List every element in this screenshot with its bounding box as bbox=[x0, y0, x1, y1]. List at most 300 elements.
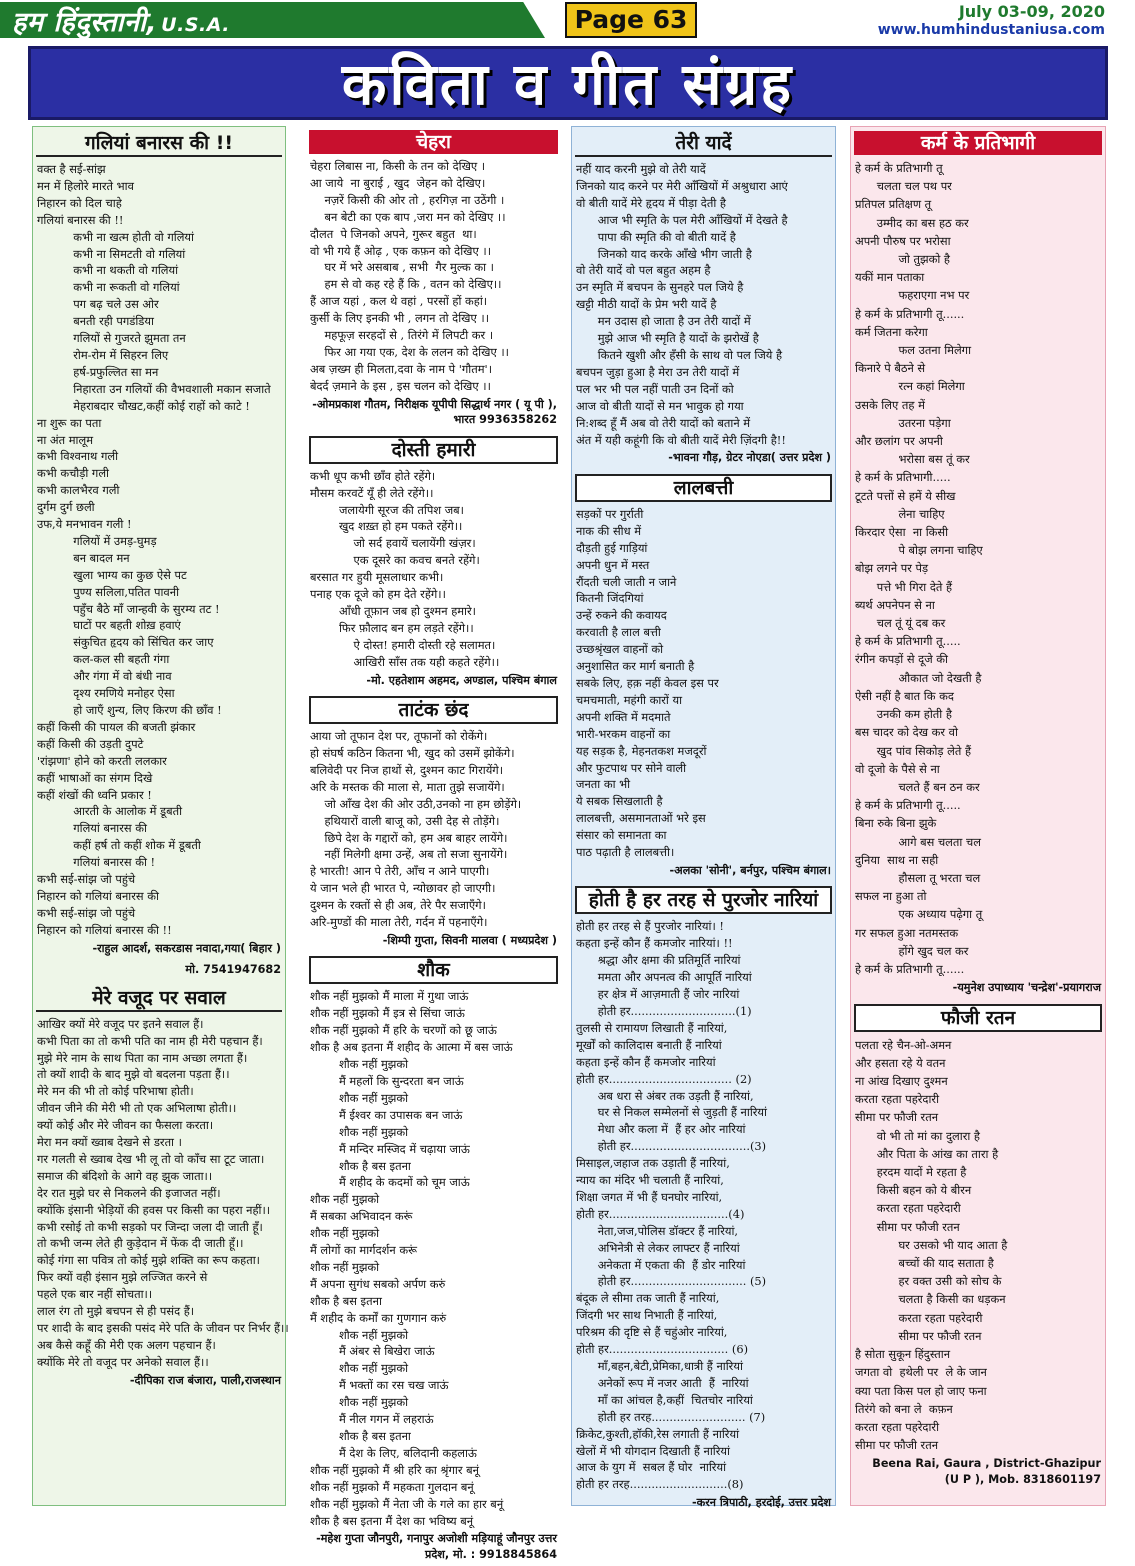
poem-line: किनारे पे बैठने से bbox=[855, 361, 926, 376]
poem-line: हे कर्म के प्रतिभागी तू...... bbox=[855, 306, 965, 321]
poem-line: माँ का आंचल है,कहीं चितचोर नारियां bbox=[576, 1392, 753, 1407]
poem-line: बोझ लगने पर पेड़ bbox=[855, 561, 929, 576]
poem-line: शौक नहीं मुझको मैं हरि के चरणों को छू जाऊं bbox=[310, 1023, 497, 1038]
poem-title: मेरे वजूद पर सवाल bbox=[36, 986, 282, 1012]
poem-line: खुद शख़्त हो हम पकते रहेंगे।। bbox=[310, 519, 463, 534]
poem-line: 'रांझणा' होने को करती ललकार bbox=[37, 753, 167, 768]
poem-line: गर गलती से ख्वाब देख भी लू तो वो काँच सा टूट जाता। bbox=[37, 1151, 265, 1166]
poem-line: खेलों में भी योगदान दिखाती हैं नारियां bbox=[576, 1443, 730, 1458]
poem-line: चल तूं यूं दब कर bbox=[855, 616, 946, 631]
poem-line: दौड़ती हुई गाड़ियां bbox=[576, 540, 648, 555]
poem-line: शौक है अब इतना मैं शहीद के आत्मा में बस जाऊं bbox=[310, 1040, 513, 1055]
poem-line: अंत में यही कहूंगी कि वो बीती यादें मेरी ज़िंदगी है!! bbox=[576, 432, 786, 447]
poem-author: -दीपिका राज बंजारा, पाली,राजस्थान bbox=[129, 1373, 281, 1387]
poem-line: उन स्मृति में बचपन के सुनहरे पल जिये है bbox=[576, 280, 744, 295]
poem-body bbox=[572, 918, 835, 1493]
poem-line: दुश्मन के रक्तों से ही अब, तेरे पैर सजाएँगे। bbox=[310, 898, 486, 913]
poem-line: वो दूजो के पैसे से ना bbox=[855, 761, 940, 776]
column-4 bbox=[850, 126, 1106, 1506]
poem-line: शौक नहीं मुझको bbox=[310, 1090, 409, 1105]
poem-line: बच्चों की याद सताता है bbox=[855, 1256, 994, 1271]
poem-body bbox=[851, 159, 1105, 978]
poem-line: अनेकता में एकता की हैं डोर नारियां bbox=[576, 1257, 746, 1272]
poem-line: फिर फ़ौलाद बन हम लड़ते रहेंगे।। bbox=[310, 620, 474, 635]
poem-line: नाक की सीध में bbox=[576, 523, 642, 538]
poem-author: -करन त्रिपाठी, हरदोई, उत्तर प्रदेश bbox=[691, 1496, 831, 1510]
poem-line: चलता चल पथ पर bbox=[855, 179, 952, 194]
poem-line: संसार को समानता का bbox=[576, 828, 667, 843]
poem-line: रत्न कहां मिलेगा bbox=[855, 379, 965, 394]
poem-line: नि:शब्द हूँ मैं अब वो तेरी यादों को बताने में bbox=[576, 415, 751, 430]
poem-body bbox=[306, 728, 561, 931]
poem-line: दुनिया साथ ना सही bbox=[855, 852, 939, 867]
poem-line: उसके लिए तह में bbox=[855, 397, 925, 412]
poem-line: मन उदास हो जाता है उन तेरी यादों में bbox=[576, 314, 751, 329]
poem-line: गलियां बनारस की bbox=[37, 821, 147, 836]
poem-line: पलता रहे चैन-ओ-अमन bbox=[855, 1037, 952, 1052]
poem-line: कितनी जिंदगियां bbox=[576, 591, 644, 606]
poem-line: खुद पांव सिकोड़ लेते हैं bbox=[855, 743, 972, 758]
poem-line: पनाह एक दूजे को हम देते रहेंगे।। bbox=[310, 587, 446, 602]
poem-line: उच्छश्रृंखल वाहनों को bbox=[576, 642, 664, 657]
poem-line: नज़रें किसी की ओर तो , हरगिज़ ना उठेंगी । bbox=[310, 192, 505, 207]
poem-line: देर रात मुझे घर से निकलने की इजाजत नहीं। bbox=[37, 1185, 221, 1200]
poem-line: जो आँख देश की ओर उठी,उनको ना हम छोड़ेंगे। bbox=[310, 796, 522, 811]
poem-line: सीमा पर फौजी रतन bbox=[855, 1438, 939, 1453]
poem-line: यकीं मान पताका bbox=[855, 270, 925, 285]
poem-line: श्रद्धा और क्षमा की प्रतिमूर्ति नारियां bbox=[576, 953, 741, 968]
poem-line: जो सर्द हवायें चलायेंगी खंज़र। bbox=[310, 536, 476, 551]
poem-line: हो जाएँ शुन्य, लिए किरण की छाँव ! bbox=[37, 703, 222, 717]
poem-line: हैं आज यहां , कल थे वहां , परसों हों कहां। bbox=[310, 294, 488, 309]
poem-line: मैं मन्दिर मस्जिद में चढ़ाया जाऊं bbox=[310, 1141, 470, 1156]
poem-body bbox=[306, 468, 561, 671]
poem-line: गलियों से गुजरते झुमता तन bbox=[37, 331, 186, 346]
poem-line: है सोता सुकून हिंदुस्तान bbox=[855, 1347, 951, 1362]
poem-line: तुलसी से रामायण लिखाती हैं नारियां, bbox=[576, 1020, 728, 1035]
poem-line: वो तेरी यादें वो पल बहुत अहम है bbox=[576, 263, 711, 278]
poem-line: और फुटपाथ पर सोने वाली bbox=[576, 760, 687, 775]
poem-line: फिर क्यों वही इंसान मुझे लज्जित करने से bbox=[37, 1270, 208, 1285]
poem-line: पग बढ़ चले उस ओर bbox=[37, 297, 159, 312]
poem-line: शौक है बस इतना bbox=[310, 1158, 411, 1173]
poem-author: -मो. एहतेशाम अहमद, अण्डाल, पश्चिम बंगाल bbox=[366, 673, 557, 687]
poem-line: जो तुझको है bbox=[855, 252, 950, 267]
poem-line: कहीं भाषाओं का संगम दिखे bbox=[37, 770, 153, 785]
poem-line: शौक नहीं मुझको मैं इत्र से सिंचा जाऊं bbox=[310, 1006, 465, 1021]
poem-line: दुर्गम दुर्ग छली bbox=[37, 500, 95, 515]
poem-line: होती हर.................................(3) bbox=[576, 1139, 767, 1154]
poem-line: मैं भक्तों का रस चख जाऊं bbox=[310, 1378, 449, 1393]
poem-line: पर शादी के बाद इसकी पसंद मेरे पति के जीवन पर निर्भर हैं।। bbox=[37, 1321, 289, 1335]
poem-author: -अलका 'सोनी', बर्नपुर, पश्चिम बंगाल। bbox=[669, 863, 831, 877]
page-number: Page 63 bbox=[565, 2, 697, 38]
poem-line: कोई गंगा सा पवित्र तो कोई मुझे शक्ति का रूप कहता। bbox=[37, 1253, 260, 1268]
poem-line: कहता इन्हें कौन हैं कमजोर नारियां। !! bbox=[576, 936, 733, 951]
poem-line: शौक है बस इतना bbox=[310, 1293, 382, 1308]
newspaper-country: U.S.A. bbox=[161, 14, 230, 36]
poem-line: शौक नहीं मुझको bbox=[310, 1361, 409, 1376]
poem-title: तेरी यादें bbox=[575, 131, 832, 157]
poem-body bbox=[33, 161, 285, 939]
poem-line: कभी ना सिमटती वो गलियां bbox=[37, 246, 186, 261]
poem-line: ममता और अपनत्व की आपूर्ति नारियां bbox=[576, 970, 752, 985]
poem-line: सड़कों पर गुर्राती bbox=[576, 506, 644, 521]
poem-author-contact: मो. 7541947682 bbox=[185, 963, 281, 977]
poem-line: संकुचित हृदय को सिंचित कर जाए bbox=[37, 635, 214, 650]
poem-line: कितने खुशी और हँसी के साथ वो पल जिये है bbox=[576, 347, 783, 362]
poem-line: क्योंकि इंसानी भेड़ियों की हवस पर किसी का पहरा नहीं।। bbox=[37, 1202, 271, 1217]
poem-line: क्रिकेट,कुश्ती,हॉकी,रेस लगाती हैं नारियां bbox=[576, 1426, 740, 1441]
poem-line: और छलांग पर अपनी bbox=[855, 434, 943, 449]
poem-line: शौक नहीं मुझको bbox=[310, 1395, 409, 1410]
newspaper-name-text: हम हिंदुस्तानी, bbox=[12, 7, 158, 38]
poem-author: -महेश गुप्ता जौनपुरी, गनापुर अजोशी मड़ियाहूं जौनपुर उत्तर प्रदेश, मो. : 9918845864 bbox=[316, 1532, 557, 1561]
website-url: www.humhindustaniusa.com bbox=[877, 22, 1105, 38]
poem-line: क्यों कोई और मेरे जीवन का फैसला करता। bbox=[37, 1118, 214, 1133]
poem-line: आखिरी साँस तक यही कहते रहेंगे।। bbox=[310, 654, 500, 669]
poem-line: नहीं मिलेगी क्षमा उन्हें, अब तो सजा सुनायेंगे। bbox=[310, 847, 508, 862]
poem-line: कभी सई-सांझ जो पहुंचे bbox=[37, 905, 136, 920]
poem-line: रंगीन कपड़ों से दूजे की bbox=[855, 652, 948, 667]
poem-line: गर सफल हुआ नतमस्तक bbox=[855, 925, 959, 940]
poem-line: अभिनेत्री से लेकर लाफ्टर हैं नारियां bbox=[576, 1240, 740, 1255]
poem-line: छिपे देश के गद्दारों को, हम अब बाहर लायेंगे। bbox=[310, 830, 508, 845]
poem-line: बंदूक ले सीमा तक जाती हैं नारियां, bbox=[576, 1291, 720, 1306]
poem-line: होती हर.............................(1) bbox=[576, 1003, 752, 1018]
poem-line: सफल ना हुआ तो bbox=[855, 889, 927, 904]
poem-line: शौक नहीं मुझको bbox=[310, 1057, 409, 1072]
poem-line: सीमा पर फौजी रतन bbox=[855, 1110, 939, 1125]
poem-line: उफ,ये मनभावन गली ! bbox=[37, 517, 132, 532]
poem-line: ना अंत मालूम bbox=[37, 432, 94, 447]
poem-line: शौक नहीं मुझको bbox=[310, 1226, 380, 1241]
poem-author: -भावना गौड़, ग्रेटर नोएडा( उत्तर प्रदेश ) bbox=[668, 451, 831, 465]
poem-line: सीमा पर फौजी रतन bbox=[855, 1219, 960, 1234]
poem-line: सबके लिए, हक़ नहीं केवल इस पर bbox=[576, 675, 719, 690]
poem-line: शौक नहीं मुझको bbox=[310, 1124, 409, 1139]
issue-date: July 03-09, 2020 bbox=[958, 2, 1105, 21]
section-title: कविता व गीत संग्रह bbox=[341, 50, 795, 118]
poem-line: एक दूसरे का कवच बनते रहेंगे। bbox=[310, 553, 480, 568]
poem-line: हथियारों वाली बाजू को, उसी देह से तोड़ेंगे। bbox=[310, 813, 500, 828]
poem-line: ना शुरू का पता bbox=[37, 415, 102, 430]
poem-body bbox=[572, 506, 835, 861]
poem-line: दौलत पे जिनको अपने, गुरूर बहुत था। bbox=[310, 226, 477, 241]
poem-line: आखिर क्यों मेरे वजूद पर इतने सवाल हैं। bbox=[37, 1016, 204, 1031]
poem-line: टूटते पत्तों से हमें ये सीख bbox=[855, 488, 956, 503]
poem-line: बेदर्द ज़माने के इस , इस चलन को देखिए ।। bbox=[310, 378, 491, 393]
poem-title: फौजी रतन bbox=[854, 1004, 1102, 1032]
poem-line: आज वो बीती यादों से मन भावुक हो गया bbox=[576, 398, 744, 413]
poem-line: मैं शहीद के कदमों को चूम जाऊं bbox=[310, 1175, 470, 1190]
poem-line: पल भर भी पल नहीं पाती उन दिनों को bbox=[576, 381, 734, 396]
poem-line: मैं अंबर से बिखेरा जाऊं bbox=[310, 1344, 435, 1359]
poem-line: शौक नहीं मुझको bbox=[310, 1259, 380, 1274]
poem-line: निहारन को गलियां बनारस की bbox=[37, 888, 159, 903]
poem-line: मैं सबका अभिवादन करूं bbox=[310, 1209, 413, 1224]
poem-line: पहुँच बैठे माँ जान्हवी के सुरम्य तट ! bbox=[37, 601, 220, 616]
poem-line: पापा की स्मृति की वो बीती यादें है bbox=[576, 229, 736, 244]
poem-line: प्रतिपल प्रतिक्षण तू bbox=[855, 197, 932, 212]
poem-line: बस चादर को देख कर वो bbox=[855, 725, 958, 740]
poem-line: ऐसी नहीं है बात कि कद bbox=[855, 688, 954, 703]
newspaper-name bbox=[12, 2, 230, 39]
poem-line: घर उसको भी याद आता है bbox=[855, 1237, 1008, 1252]
poem-line: उन्हें रुकने की कवायद bbox=[576, 608, 667, 623]
poem-line: कहीं हर्ष तो कहीं शोक में डूबती bbox=[37, 838, 201, 853]
poem-line: आ जाये ना बुराई , खुद जेहन को देखिए। bbox=[310, 175, 486, 190]
poem-line: होती हर.................................(4) bbox=[576, 1206, 745, 1221]
poem-line: वक्त है सई-सांझ bbox=[37, 162, 106, 176]
poem-line: आँधी तूफ़ान जब हो दुश्मन हमारे। bbox=[310, 603, 476, 618]
poem-line: शौक नहीं मुझको bbox=[310, 1192, 380, 1207]
poem-line: कहता इन्हें कौन हैं कमजोर नारियां bbox=[576, 1054, 716, 1069]
poem-line: शौक नहीं मुझको bbox=[310, 1327, 409, 1342]
poem-line: कभी ना खत्म होती वो गलियां bbox=[37, 229, 194, 244]
poem-line: सीमा पर फौजी रतन bbox=[855, 1328, 982, 1343]
poem-line: वो भी तो मां का दुलारा है bbox=[855, 1128, 980, 1143]
poem-line: हर वक्त उसी को सोच के bbox=[855, 1274, 1002, 1289]
masthead bbox=[0, 0, 1135, 42]
poem-line: अपनी शक्ति में मदमाते bbox=[576, 709, 671, 724]
poem-line: कभी ना थकती वो गलियां bbox=[37, 263, 179, 278]
poem-line: मूर्खों को कालिदास बनाती हैं नारियां bbox=[576, 1037, 722, 1052]
poem-line: खुला भाग्य का कुछ ऐसे पट bbox=[37, 567, 187, 582]
poem-line: और पिता के आंख का तारा है bbox=[855, 1146, 999, 1161]
poem-line: करता रहता पहरेदारी bbox=[855, 1201, 961, 1216]
poem-line: पुण्य सलिला,पतित पावनी bbox=[37, 584, 180, 599]
column-1 bbox=[32, 126, 289, 1506]
poem-line: चलता है किसी का धड़कन bbox=[855, 1292, 1006, 1307]
poem-body bbox=[306, 158, 561, 395]
poem-author: Beena Rai, Gaura , District-Ghazipur (U P ), Mob. 8318601197 bbox=[872, 1457, 1101, 1486]
poem-line: हर्ष-प्रफुल्लित सा मन bbox=[37, 364, 159, 379]
poem-line: मेधा और कला में हैं हर ओर नारियां bbox=[576, 1122, 746, 1137]
poem-line: आया जो तूफान देश पर, तूफानों को रोकेंगे। bbox=[310, 729, 488, 744]
poem-line: खट्टी मीठी यादों के प्रेम भरी यादें है bbox=[576, 297, 717, 312]
poem-title: शौक bbox=[309, 956, 558, 984]
poem-line: बन बादल मन bbox=[37, 550, 130, 565]
poem-line: शिक्षा जगत में भी हैं घनघोर नारियां, bbox=[576, 1189, 723, 1204]
poem-line: करवाती है लाल बत्ती bbox=[576, 625, 661, 640]
poem-line: करता रहता पहरेदारी bbox=[855, 1310, 983, 1325]
poem-line: भारी-भरकम वाहनों का bbox=[576, 726, 671, 741]
poem-line: कभी ना रूकती वो गलियां bbox=[37, 280, 180, 295]
poem-line: निहारन को दिल चाहे bbox=[37, 195, 122, 210]
poem-line: निहारन को गलियां बनारस की !! bbox=[37, 922, 172, 937]
poem-line: फल उतना मिलेगा bbox=[855, 343, 972, 358]
poem-line: घर में भरे असबाब , सभी गैर मुल्क का । bbox=[310, 260, 494, 275]
poem-line: हर क्षेत्र में आज़माती हैं जोर नारियां bbox=[576, 987, 740, 1002]
poem-line: उतरना पड़ेगा bbox=[855, 415, 951, 430]
poem-line: बनती रही पगडंडिया bbox=[37, 314, 154, 329]
poem-line: क्योंकि मेरे तो वजूद पर अनेको सवाल हैं।। bbox=[37, 1354, 209, 1369]
poem-line: मेरा मन क्यों ख्वाब देखने से डरता । bbox=[37, 1135, 182, 1150]
poem-line: किसी बहन को ये बीरन bbox=[855, 1183, 972, 1198]
poem-line: जिंदगी भर साथ निभाती हैं नारियां, bbox=[576, 1308, 718, 1323]
poem-line: अनुशासित कर मार्ग बनाती है bbox=[576, 659, 695, 674]
poem-line: ये सबक सिखलाती है bbox=[576, 794, 663, 809]
poem-line: मैं महलों कि सुन्दरता बन जाऊं bbox=[310, 1073, 464, 1088]
poem-line: यह सड़क है, मेहनतकश मजदूरों bbox=[576, 743, 707, 758]
poem-line: शौक है बस इतना मैं देश का भविष्य बनूं bbox=[310, 1513, 474, 1528]
section-banner bbox=[28, 46, 1108, 120]
poem-title: कर्म के प्रतिभागी bbox=[854, 131, 1102, 155]
poem-line: हे कर्म के प्रतिभागी तू...... bbox=[855, 961, 965, 976]
poem-line: कभी कचौड़ी गली bbox=[37, 466, 110, 481]
poem-line: मेरे मन की भी तो कोई परिभाषा होती। bbox=[37, 1084, 194, 1099]
poem-line: कल-कल सी बहती गंगा bbox=[37, 652, 170, 667]
poem-line: रोम-रोम में सिहरन लिए bbox=[37, 347, 169, 362]
poem-line: मैं नील गगन में लहराऊं bbox=[310, 1412, 434, 1427]
poem-line: बलिवेदी पर निज हाथों से, दुश्मन काट गिरायेंगे। bbox=[310, 762, 504, 777]
poem-line: तो क्यों शादी के बाद मुझे वो बदलना पड़ता हैं।। bbox=[37, 1067, 230, 1082]
poem-line: गलियों में उमड़-घुमड़ bbox=[37, 533, 157, 548]
poem-line: शौक नहीं मुझको मैं माला में गुथा जाऊं bbox=[310, 989, 469, 1004]
poem-line: कभी कालभैरव गली bbox=[37, 483, 120, 498]
poem-line: हौसला तू भरता चल bbox=[855, 870, 981, 885]
poem-title: लालबत्ती bbox=[575, 474, 832, 502]
issue-info bbox=[878, 3, 1105, 39]
poem-line: तिरंगे को बना ले कफ़न bbox=[855, 1401, 953, 1416]
poem-line: बरसात गर हुयी मूसलाधार कभी। bbox=[310, 570, 444, 585]
poem-line: करता रहता पहरेदारी bbox=[855, 1419, 940, 1434]
poem-line: होती हर तरह.......................... (7) bbox=[576, 1409, 766, 1424]
poem-line: वो बीती यादें मेरे हृदय में पीड़ा देती है bbox=[576, 195, 726, 210]
poem-line: होंगे खुद चल कर bbox=[855, 943, 969, 958]
poem-line: हे कर्म के प्रतिभागी तू bbox=[855, 161, 943, 175]
poem-line: फहराएगा नभ पर bbox=[855, 288, 970, 303]
poem-line: बचपन जुड़ा हुआ है मेरा उन तेरी यादों में bbox=[576, 364, 740, 379]
poem-line: गलियां बनारस की ! bbox=[37, 855, 156, 870]
poem-line: कभी धूप कभी छाँव होते रहेंगे। bbox=[310, 468, 436, 483]
poem-line: हरदम यादों मे रहता है bbox=[855, 1165, 967, 1180]
poem-line: बिना रुके बिना झुके bbox=[855, 816, 937, 831]
poem-line: उम्मीद का बस हठ कर bbox=[855, 215, 969, 230]
poem-line: मैं अपना सुगंध सबको अर्पण करुं bbox=[310, 1276, 446, 1291]
poem-line: शौक है बस इतना bbox=[310, 1429, 411, 1443]
poem-line: आज के युग में सबल हैं घोर नारियां bbox=[576, 1460, 727, 1475]
poem-line: आगे बस चलता चल bbox=[855, 834, 981, 849]
poem-line: एक अध्याय पढ़ेगा तू bbox=[855, 907, 983, 922]
poem-line: मुझे मेरे नाम के साथ पिता का नाम अच्छा लगता हैं। bbox=[37, 1050, 248, 1065]
poem-line: जलायेगी सूरज की तपिश जब। bbox=[310, 502, 464, 517]
poem-line: महफूज़ सरहदों से , तिरंगे में लिपटी कर । bbox=[310, 328, 494, 343]
poem-line: दृश्य रमणिये मनोहर ऐसा bbox=[37, 686, 175, 701]
poem-line: चेहरा लिबास ना, किसी के तन को देखिए । bbox=[310, 159, 486, 173]
poem-line: और हसता रहे ये वतन bbox=[855, 1055, 946, 1070]
poem-line: बन बेटी का एक बाप ,जरा मन को देखिए ।। bbox=[310, 209, 506, 224]
poem-line: अब ज़ख्म ही मिलता,दवा के नाम पे 'गौतम'। bbox=[310, 361, 493, 376]
poem-author: -ओमप्रकाश गौतम, निरीक्षक यूपीपी सिद्धार्थ नगर ( यू पी ), भारत 9936358262 bbox=[312, 397, 557, 427]
poem-line: अरि के मस्तक की माला से, माता तुझे सजायेंगे। bbox=[310, 779, 505, 794]
poem-line: वो भी गये हैं ओढ़ , एक कफ़न को देखिए ।। bbox=[310, 243, 492, 258]
poem-line: मिसाइल,जहाज तक उड़ाती हैं नारियां, bbox=[576, 1156, 730, 1171]
poem-line: पे बोझ लगना चाहिए bbox=[855, 543, 983, 558]
poem-line: मैं शहीद के कर्मों का गुणगान करुं bbox=[310, 1310, 447, 1325]
poem-line: हे कर्म के प्रतिभागी तू..... bbox=[855, 634, 961, 649]
poem-line: न्याय का मंदिर भी चलाती हैं नारियां, bbox=[576, 1173, 724, 1188]
poem-line: पाठ पढ़ाती है लालबत्ती। bbox=[576, 845, 675, 860]
poem-line: करता रहता पहरेदारी bbox=[855, 1092, 940, 1107]
poem-line: तो कभी जन्म लेते ही कुड़ेदान में फेंक दी जाती हूँ।। bbox=[37, 1236, 244, 1251]
poem-line: फिर आ गया एक, देश के ललन को देखिए ।। bbox=[310, 344, 509, 359]
poem-line: और गंगा में वो बंधी नाव bbox=[37, 669, 172, 684]
poem-line: लाल रंग तो मुझे बचपन से ही पसंद हैं। bbox=[37, 1304, 195, 1319]
poem-line: लालबत्ती, असमानताओं भरे इस bbox=[576, 811, 706, 826]
poem-line: अरि-मुण्डों की माला तेरी, गर्दन में पहनाएँगे। bbox=[310, 915, 488, 930]
poem-line: समाज की बंदिशो के आगे वह झुक जाता।। bbox=[37, 1168, 213, 1183]
poem-line: ब्यर्थ अपनेपन से ना bbox=[855, 597, 935, 612]
poem-line: ना आंख दिखाए दुश्मन bbox=[855, 1074, 948, 1089]
poem-line: ऐ दोस्त! हमारी दोस्ती रहे सलामत। bbox=[310, 637, 496, 652]
poem-line: घर से निकल सम्मेलनों से जुड़ती हैं नारियां bbox=[576, 1105, 767, 1120]
poem-body bbox=[306, 988, 561, 1529]
poem-line: औकात जो देखती है bbox=[855, 670, 982, 685]
poem-line: होती हर तरह...........................(8) bbox=[576, 1477, 744, 1492]
poem-line: कहीं किसी की पायल की बजती झंकार bbox=[37, 719, 196, 734]
poem-line: कभी विश्वनाथ गली bbox=[37, 449, 119, 464]
poem-title: ताटंक छंद bbox=[309, 696, 558, 724]
poem-line: मैं लोगों का मार्गदर्शन करूं bbox=[310, 1243, 417, 1258]
poem-line: लेना चाहिए bbox=[855, 506, 945, 521]
poem-title: गलियां बनारस की !! bbox=[36, 131, 282, 157]
poem-line: मौसम करवटें यूँ ही लेते रहेंगे।। bbox=[310, 485, 434, 500]
poem-line: माँ,बहन,बेटी,प्रेमिका,धात्री हैं नारियां bbox=[576, 1359, 743, 1373]
poem-line: घाटों पर बहती शोख़ हवाएं bbox=[37, 618, 181, 633]
poem-line: निहारता उन गलियों की वैभवशाली मकान सजाते bbox=[37, 381, 271, 396]
poem-line: कहीं किसी की उड़ती दुपटे bbox=[37, 736, 144, 751]
poem-line: परिश्रम की दृष्टि से हैं चहुंओर नारियां, bbox=[576, 1325, 728, 1340]
poem-line: पहले एक बार नहीं सोचता।। bbox=[37, 1287, 153, 1302]
poem-line: अब कैसे कहूँ की मेरी एक अलग पहचान हैं। bbox=[37, 1337, 216, 1352]
poem-line: नेता,जज,पोलिस डॉक्टर हैं नारियां, bbox=[576, 1223, 739, 1238]
poem-title: होती है हर तरह से पुरजोर नारियां bbox=[575, 886, 832, 914]
poem-author: -यमुनेश उपाध्याय 'चन्द्रेश'-प्रयागराज bbox=[952, 981, 1101, 995]
poem-line: शौक नहीं मुझको मैं महकता गुलदान बनूं bbox=[310, 1479, 474, 1494]
poem-line: आरती के आलोक में डूबती bbox=[37, 804, 183, 819]
poem-line: होती हर तरह से हैं पुरजोर नारियां। ! bbox=[576, 919, 724, 934]
poem-line: जिनको याद करने पर मेरी आँखियों में अश्रुधारा आएं bbox=[576, 178, 788, 193]
poem-title: चेहरा bbox=[309, 130, 558, 154]
poem-line: कभी सई-सांझ जो पहुंचे bbox=[37, 872, 136, 887]
poem-line: पत्ते भी गिरा देते हैं bbox=[855, 579, 953, 594]
poem-line: मेहराबदार चौखट,कहीं कोई राहों को काटे ! bbox=[37, 398, 250, 413]
poem-line: हम से वो कह रहे हैं कि , वतन को देखिए।। bbox=[310, 277, 502, 292]
poem-line: हे कर्म के प्रतिभागी तू..... bbox=[855, 798, 961, 813]
poem-line: चमचमाती, महंगी कारों या bbox=[576, 692, 683, 707]
poem-line: शौक नहीं मुझको मैं श्री हरि का श्रृंगार बनूं bbox=[310, 1462, 479, 1477]
poem-line: चलते हैं बन ठन कर bbox=[855, 779, 980, 794]
poem-line: हो संघर्ष कठिन कितना भी, खुद को उसमें झोकेंगे। bbox=[310, 745, 515, 760]
poem-line: मैं ईश्वर का उपासक बन जाऊं bbox=[310, 1107, 463, 1122]
poem-line: जीवन जीने की मेरी भी तो एक अभिलाषा होती।। bbox=[37, 1101, 237, 1116]
poem-line: कभी रसोई तो कभी सड़को पर जिन्दा जला दी जाती हूँ। bbox=[37, 1219, 263, 1234]
poem-line: उनकी कम होती है bbox=[855, 707, 952, 722]
poem-line: रौंदती चली जाती न जाने bbox=[576, 574, 677, 589]
poem-line: हे भारती! आन पे तेरी, आँच न आने पाएगी। bbox=[310, 864, 490, 879]
poem-line: जिनको याद करके आँखे भीग जाती है bbox=[576, 246, 752, 261]
poem-line: जनता का भी bbox=[576, 777, 631, 792]
poem-body bbox=[851, 1036, 1105, 1455]
poem-line: मुझे आज भी स्मृति है यादों के झरोखें है bbox=[576, 331, 759, 346]
poem-author: -शिम्पी गुप्ता, सिवनी मालवा ( मध्यप्रदेश ) bbox=[382, 933, 557, 947]
poem-line: कर्म जितना करेगा bbox=[855, 324, 928, 339]
poem-line: होती हर................................. (6) bbox=[576, 1342, 749, 1357]
poem-body bbox=[572, 161, 835, 448]
poem-line: मैं देश के लिए, बलिदानी कहलाऊं bbox=[310, 1445, 477, 1460]
